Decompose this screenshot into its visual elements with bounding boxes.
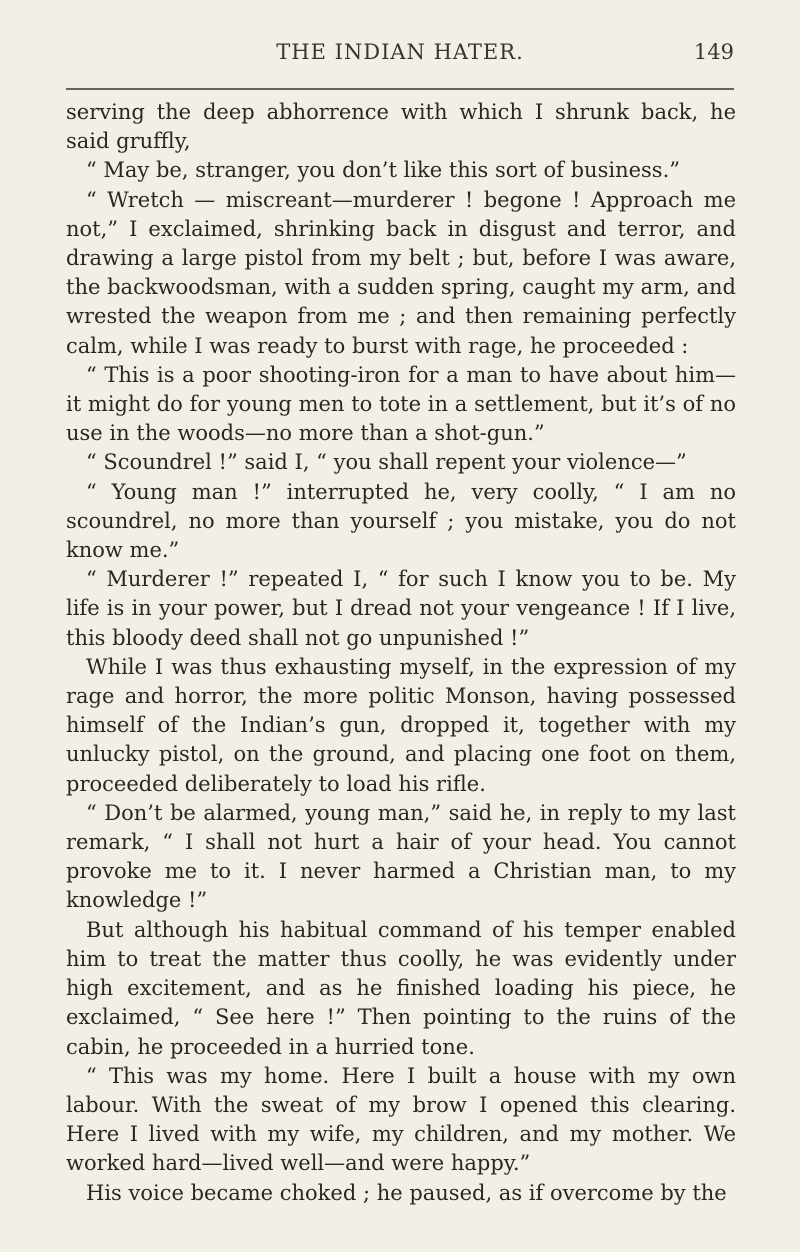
page-number: 149 xyxy=(693,40,734,64)
paragraph: “ This was my home. Here I built a house with my own labour. With the sweat of my brow I opened this clearing. Here I lived with my wife, my children, and my mother. We worked hard—lived well—and were happy.” xyxy=(66,1063,736,1176)
paragraph: “ May be, stranger, you don’t like this sort of business.” xyxy=(86,158,680,183)
paragraph: His voice became choked ; he paused, as if overcome by the xyxy=(86,1180,727,1205)
running-title: THE INDIAN HATER. xyxy=(276,40,524,64)
paragraph: “ Murderer !” repeated I, “ for such I know you to be. My life is in your power, but I dread not your vengeance ! If I live, this bloody deed shall not go unpunished !” xyxy=(66,567,736,650)
paragraph: “ Scoundrel !” said I, “ you shall repent your violence—” xyxy=(86,450,687,475)
paragraph-continued: serving the deep abhorrence with which I shrunk back, he said gruffly, xyxy=(66,100,736,154)
header-rule xyxy=(66,88,734,90)
body-text xyxy=(66,98,736,1208)
paragraph: “ This is a poor shooting-iron for a man to have about him—it might do for young men to tote in a settlement, but it’s of no use in the woods—no more than a shot-gun.” xyxy=(66,362,736,446)
paragraph: “ Don’t be alarmed, young man,” said he, in reply to my last remark, “ I shall not hurt a hair of your head. You cannot provoke me to it. I never harmed a Christian man, to my knowledge !” xyxy=(66,800,736,913)
paragraph: While I was thus exhausting myself, in the expression of my rage and horror, the more politic Monson, having possessed himself of the Indian’s gun, dropped it, together with my unlucky pistol, on the ground, and placing one foot on them, proceeded deliberately to load his rifle. xyxy=(66,654,736,796)
paragraph: But although his habitual command of his temper enabled him to treat the matter thus coolly, he was evidently under high excitement, and as he finished loading his piece, he exclaimed, “ See here !” Then pointing to the ruins of the cabin, he proceeded in a hurried tone. xyxy=(66,917,736,1059)
paragraph: “ Young man !” interrupted he, very coolly, “ I am no scoundrel, no more than yourself ; you mistake, you do not know me.” xyxy=(66,479,736,563)
running-head xyxy=(66,40,734,70)
paragraph: “ Wretch — miscreant—murderer ! begone ! Approach me not,” I exclaimed, shrinking back in disgust and terror, and drawing a large pistol from my belt ; but, before I was aware, the backwoodsman, with a sudden spring, caught my arm, and wrested the weapon from me ; and then remaining perfectly calm, while I was ready to burst with rage, he proceeded : xyxy=(66,187,736,358)
